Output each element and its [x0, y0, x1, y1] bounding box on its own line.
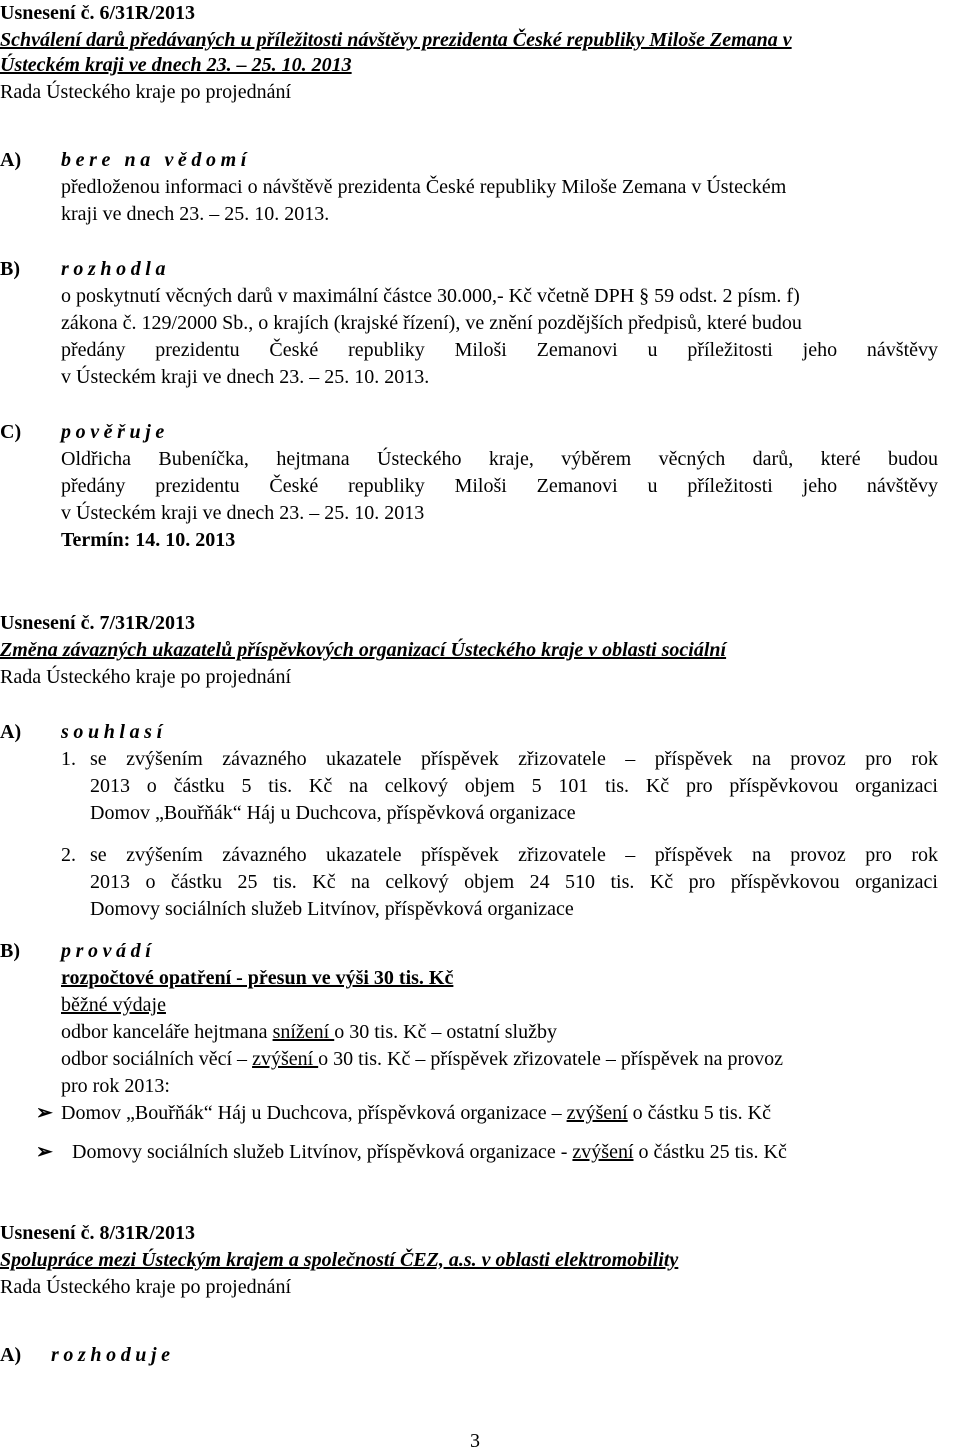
- item-2-text-1: se zvýšením závazného ukazatele příspěvek zřizovatele – příspěvek na provoz pro rok: [90, 844, 938, 866]
- resolution-6-intro: Rada Ústeckého kraje po projednání: [0, 81, 292, 103]
- resolution-7-intro: Rada Ústeckého kraje po projednání: [0, 666, 292, 688]
- page-number: 3: [470, 1430, 480, 1452]
- budget-measure: rozpočtové opatření - přesun ve výši 30 tis. Kč: [61, 967, 454, 989]
- item-1-text-1: se zvýšením závazného ukazatele příspěvek zřizovatele – příspěvek na provoz pro rok: [90, 748, 938, 770]
- section-a-text-2: kraji ve dnech 23. – 25. 10. 2013.: [61, 203, 330, 225]
- resolution-7-heading-number: 7/31R/2013: [99, 612, 196, 634]
- bullet-item-1: Domov „Bouřňák“ Háj u Duchcova, příspěvková organizace – zvýšení o částku 5 tis. Kč: [61, 1102, 771, 1124]
- r8-section-a-label: A): [0, 1344, 22, 1366]
- section-a-verb: bere na vědomí: [61, 149, 251, 171]
- resolution-8-heading: [0, 1220, 195, 1248]
- office-line: odbor kanceláře hejtmana snížení o 30 tis. Kč – ostatní služby: [61, 1021, 557, 1043]
- social-line: odbor sociálních věcí – zvýšení o 30 tis. Kč – příspěvek zřizovatele – příspěvek na provoz: [61, 1048, 784, 1070]
- section-a-label: A): [0, 149, 22, 171]
- current-expenses: běžné výdaje: [61, 994, 166, 1016]
- r7-section-a-verb: souhlasí: [61, 721, 167, 743]
- section-c-text-2: předány prezidentu České republiky Miloši Zemanovi u příležitosti jeho návštěvy: [61, 475, 938, 497]
- section-b-verb: rozhodla: [61, 258, 171, 280]
- resolution-8-title: Spolupráce mezi Ústeckým krajem a společností ČEZ, a.s. v oblasti elektromobility: [0, 1249, 679, 1271]
- resolution-7-heading-prefix: Usnesení č.: [0, 612, 95, 634]
- resolution-6-title-line-1: Schválení darů předávaných u příležitosti návštěvy prezidenta České republiky Miloše Zemana v: [0, 29, 792, 51]
- r7-section-a-label: A): [0, 721, 22, 743]
- item-2-text-2: 2013 o částku 25 tis. Kč na celkový objem 24 510 tis. Kč pro příspěvkovou organizaci: [90, 871, 938, 893]
- bullet-item-2: Domovy sociálních služeb Litvínov, příspěvková organizace - zvýšení o částku 25 tis. Kč: [72, 1141, 787, 1163]
- resolution-7-title: Změna závazných ukazatelů příspěvkových organizací Ústeckého kraje v oblasti sociální: [0, 639, 727, 661]
- resolution-8-intro: Rada Ústeckého kraje po projednání: [0, 1276, 292, 1298]
- section-c-verb: pověřuje: [61, 421, 169, 443]
- r7-section-b-label: B): [0, 940, 20, 962]
- item-1-number: 1.: [61, 748, 76, 770]
- section-b-label: B): [0, 258, 20, 280]
- social-line-2: pro rok 2013:: [61, 1075, 170, 1097]
- resolution-8-heading-number: 8/31R/2013: [99, 1222, 196, 1244]
- resolution-6-title-line-2: Ústeckém kraji ve dnech 23. – 25. 10. 2013: [0, 54, 352, 76]
- section-c-deadline: Termín: 14. 10. 2013: [61, 529, 236, 551]
- section-c-text-3: v Ústeckém kraji ve dnech 23. – 25. 10. 2013: [61, 502, 425, 524]
- section-b-text-3: předány prezidentu České republiky Miloši Zemanovi u příležitosti jeho návštěvy: [61, 339, 938, 361]
- section-c-text-1: Oldřicha Bubeníčka, hejtmana Ústeckého kraje, výběrem věcných darů, které budou: [61, 448, 938, 470]
- r8-section-a-verb: rozhoduje: [51, 1344, 175, 1366]
- resolution-7-heading: [0, 610, 195, 638]
- section-a-text-1: předloženou informaci o návštěvě prezidenta České republiky Miloše Zemana v Ústeckém: [61, 176, 787, 198]
- section-b-text-2: zákona č. 129/2000 Sb., o krajích (krajské řízení), ve znění pozdějších předpisů, které budou: [61, 312, 802, 334]
- bullet-arrow-icon: ➢: [36, 1141, 53, 1163]
- section-b-text-1: o poskytnutí věcných darů v maximální částce 30.000,- Kč včetně DPH § 59 odst. 2 písm. f): [61, 285, 800, 307]
- r7-section-b-verb: provádí: [61, 940, 156, 962]
- resolution-8-heading-prefix: Usnesení č.: [0, 1222, 95, 1244]
- section-b-text-4: v Ústeckém kraji ve dnech 23. – 25. 10. 2013.: [61, 366, 430, 388]
- section-c-label: C): [0, 421, 22, 443]
- item-1-text-2: 2013 o částku 5 tis. Kč na celkový objem 5 101 tis. Kč pro příspěvkovou organizaci: [90, 775, 938, 797]
- item-1-text-3: Domov „Bouřňák“ Háj u Duchcova, příspěvková organizace: [90, 802, 576, 824]
- resolution-6-heading: Usnesení č. 6/31R/2013: [0, 2, 195, 24]
- bullet-arrow-icon: ➢: [36, 1102, 53, 1124]
- item-2-number: 2.: [61, 844, 76, 866]
- item-2-text-3: Domovy sociálních služeb Litvínov, příspěvková organizace: [90, 898, 574, 920]
